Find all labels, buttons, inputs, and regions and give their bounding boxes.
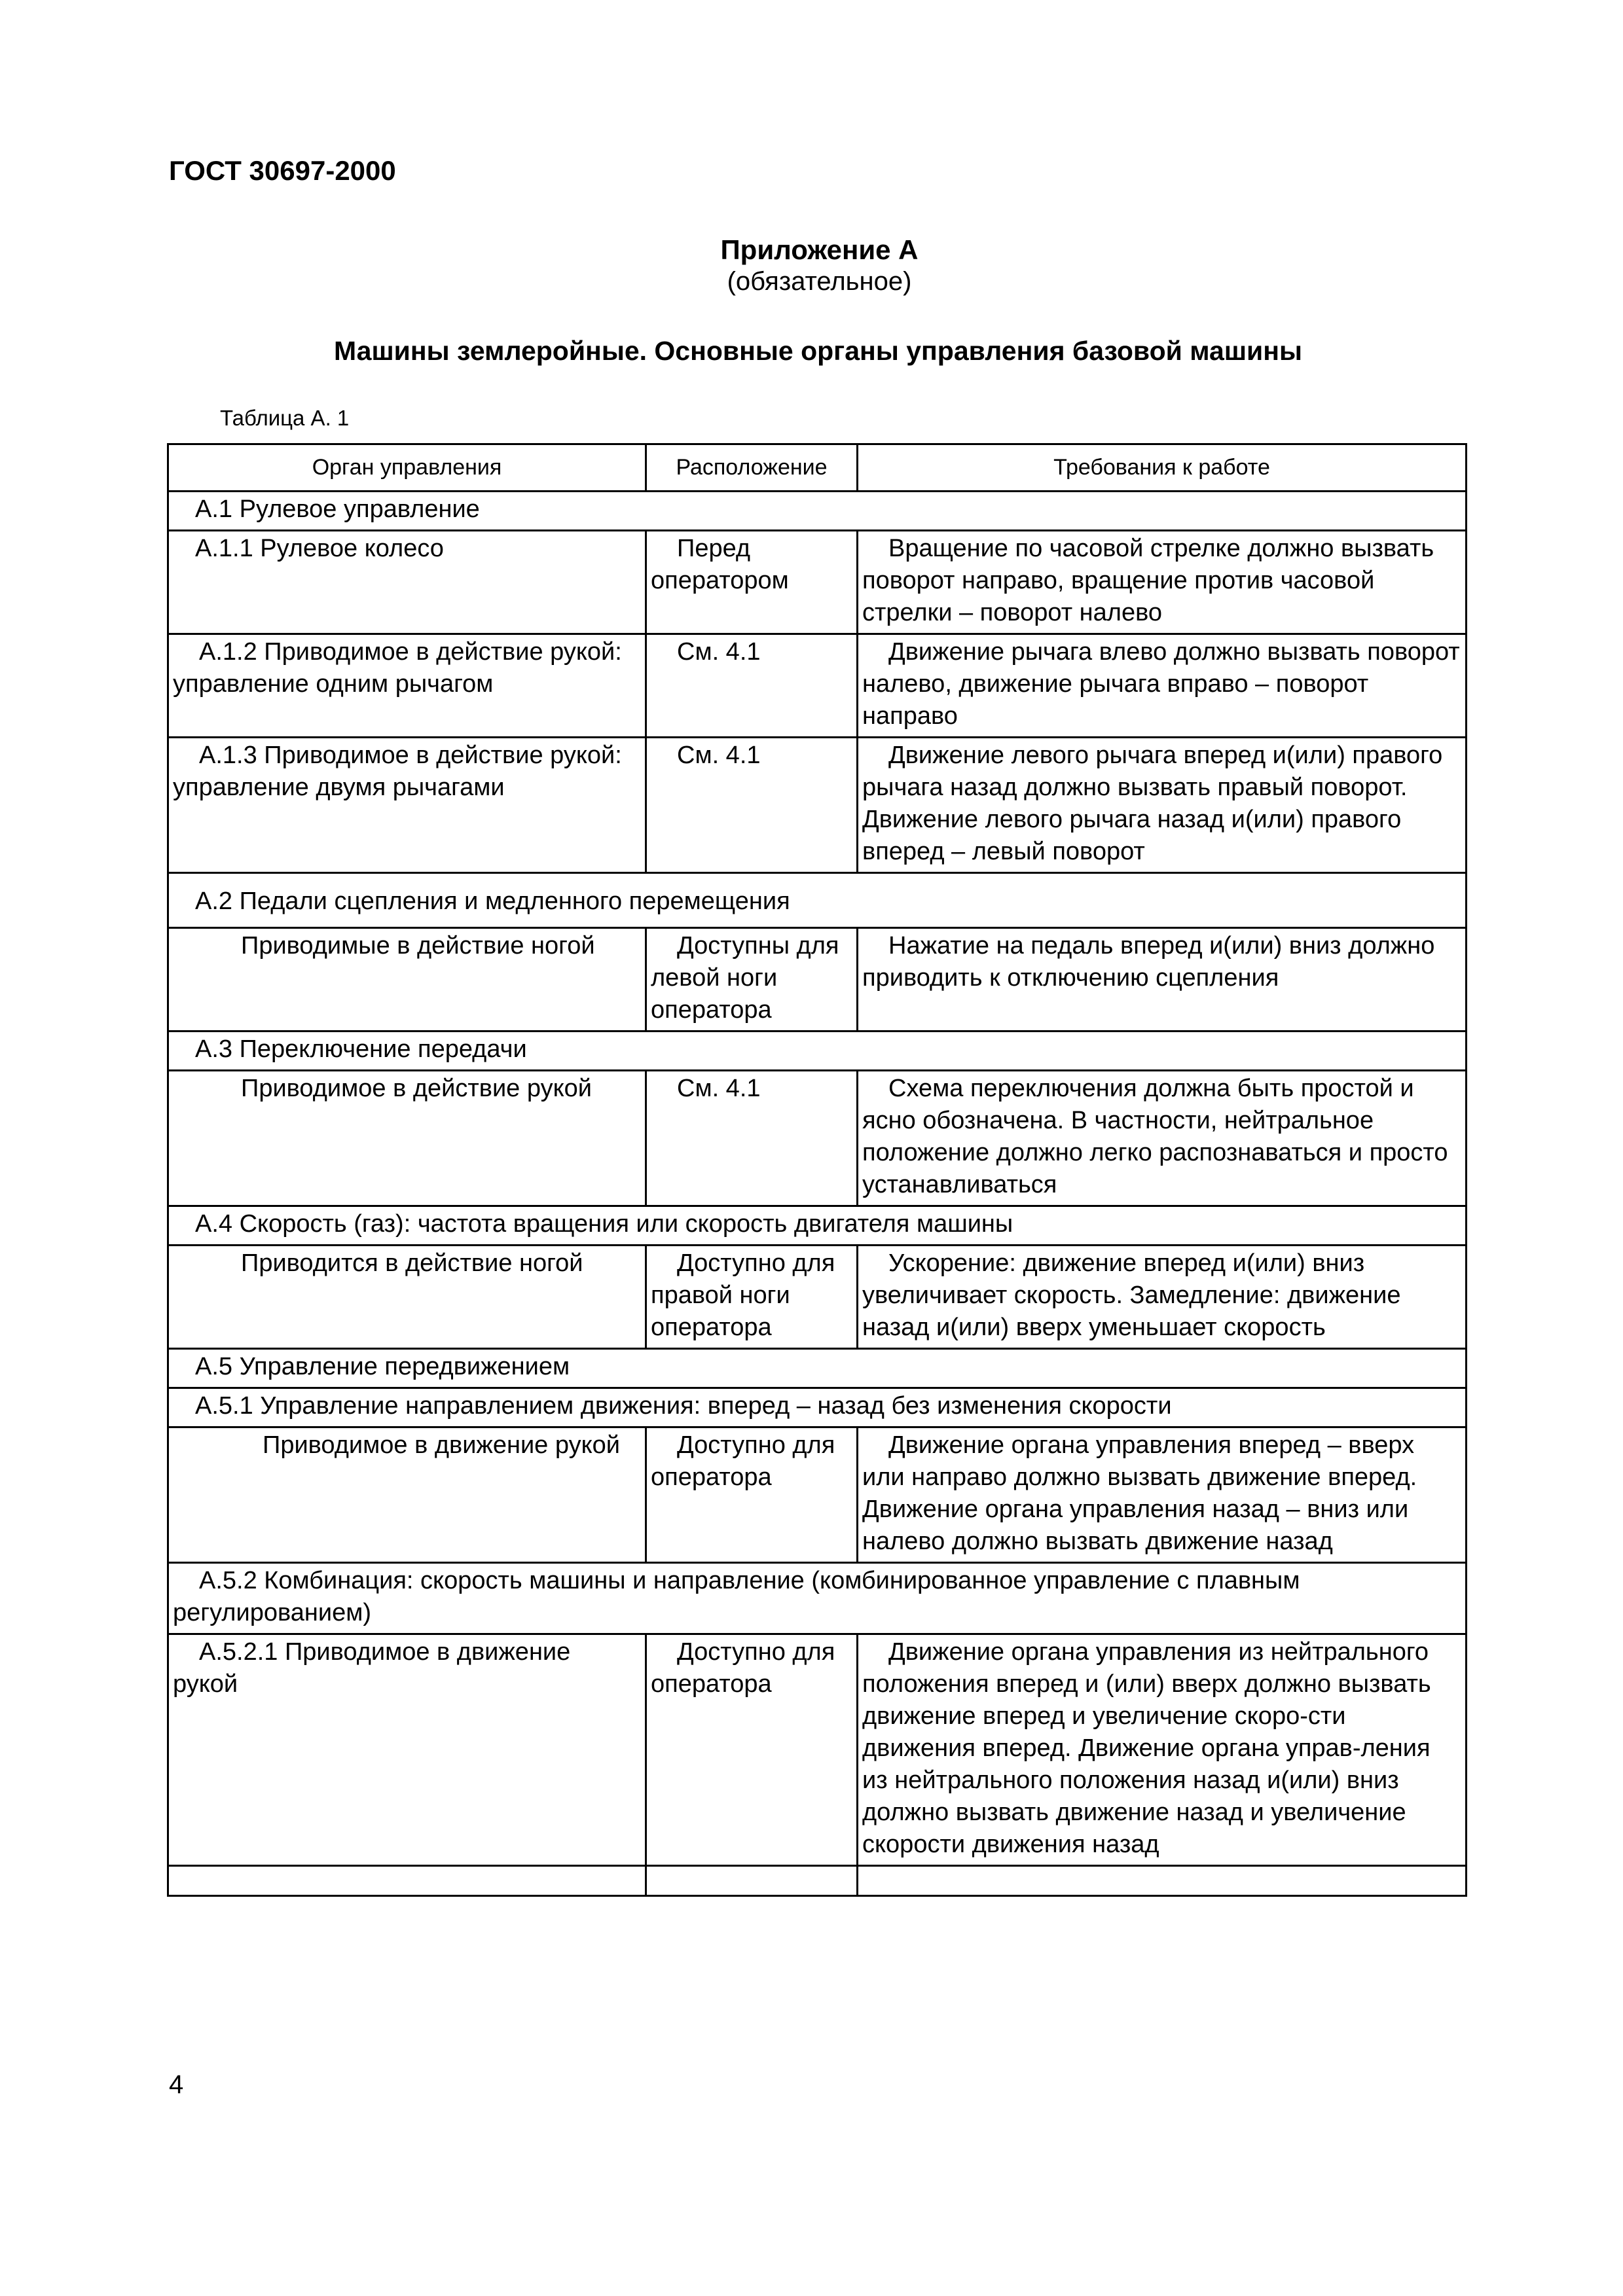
table-row — [168, 1427, 1467, 1563]
location-cell: Доступны для левой ноги оператора — [646, 928, 858, 1031]
control-cell: А.1.1 Рулевое колесо — [168, 531, 646, 634]
control-cell: А.1.3 Приводимое в действие рукой: управление двумя рычагами — [168, 738, 646, 873]
location-cell: См. 4.1 — [646, 738, 858, 873]
table-row — [168, 928, 1467, 1031]
location-cell: Доступно для правой ноги оператора — [646, 1246, 858, 1349]
controls-table — [167, 443, 1467, 1897]
table-row — [168, 1246, 1467, 1349]
table-row — [168, 1634, 1467, 1866]
table-section-row — [168, 1349, 1467, 1388]
location-cell: Перед оператором — [646, 531, 858, 634]
section-cell: А.4 Скорость (газ): частота вращения или скорость двигателя машины — [168, 1206, 1467, 1246]
location-cell: Доступно для оператора — [646, 1427, 858, 1563]
requirement-cell: Схема переключения должна быть простой и ясно обозначена. В частности, нейтральное положение должно легко распознаваться и просто устанавливаться — [858, 1071, 1467, 1206]
requirement-cell: Движение органа управления из нейтрального положения вперед и (или) вверх должно вызвать движение вперед и увеличение скоро-сти движения вперед. Движение органа управ-ления из нейтрального положения назад и(или) вниз должно вызвать движение назад и увеличение скорости движения назад — [858, 1634, 1467, 1866]
continuation-cell — [858, 1866, 1467, 1896]
table-section-row — [168, 1388, 1467, 1427]
control-cell: А.1.2 Приводимое в действие рукой: управление одним рычагом — [168, 634, 646, 738]
location-cell: См. 4.1 — [646, 634, 858, 738]
table-header-row — [168, 444, 1467, 492]
section-cell: А.3 Переключение передачи — [168, 1031, 1467, 1071]
table-row — [168, 1071, 1467, 1206]
table-continuation-row — [168, 1866, 1467, 1896]
table-section-row — [168, 492, 1467, 531]
section-cell: А.5 Управление передвижением — [168, 1349, 1467, 1388]
control-cell: Приводимое в действие рукой — [168, 1071, 646, 1206]
column-header-location: Расположение — [646, 444, 858, 492]
section-cell: А.5.1 Управление направлением движения: вперед – назад без изменения скорости — [168, 1388, 1467, 1427]
section-cell: А.2 Педали сцепления и медленного перемещения — [168, 873, 1467, 928]
requirement-cell: Вращение по часовой стрелке должно вызвать поворот направо, вращение против часовой стрелки – поворот налево — [858, 531, 1467, 634]
annex-title: Приложение А — [720, 234, 919, 265]
section-cell: А.5.2 Комбинация: скорость машины и направление (комбинированное управление с плавным регулированием) — [168, 1563, 1467, 1634]
control-cell: Приводимые в действие ногой — [168, 928, 646, 1031]
table-caption: Таблица А. 1 — [220, 406, 350, 430]
page-heading: Машины землеройные. Основные органы управления базовой машины — [334, 336, 1302, 366]
control-cell: Приводится в действие ногой — [168, 1246, 646, 1349]
control-cell: А.5.2.1 Приводимое в движение рукой — [168, 1634, 646, 1866]
table-section-row — [168, 873, 1467, 928]
continuation-cell — [646, 1866, 858, 1896]
location-cell: Доступно для оператора — [646, 1634, 858, 1866]
continuation-cell — [168, 1866, 646, 1896]
section-cell: А.1 Рулевое управление — [168, 492, 1467, 531]
page-number: 4 — [169, 2070, 184, 2099]
control-cell: Приводимое в движение рукой — [168, 1427, 646, 1563]
table-section-row — [168, 1563, 1467, 1634]
table-section-row — [168, 1206, 1467, 1246]
requirement-cell: Движение органа управления вперед – вверх или направо должно вызвать движение вперед. Движение органа управления назад – вниз или налево должно вызвать движение назад — [858, 1427, 1467, 1563]
annex-note: (обязательное) — [727, 267, 912, 296]
document-code: ГОСТ 30697-2000 — [169, 155, 396, 186]
requirement-cell: Нажатие на педаль вперед и(или) вниз должно приводить к отключению сцепления — [858, 928, 1467, 1031]
requirement-cell: Ускорение: движение вперед и(или) вниз увеличивает скорость. Замедление: движение назад и(или) вверх уменьшает скорость — [858, 1246, 1467, 1349]
column-header-requirements: Требования к работе — [858, 444, 1467, 492]
requirement-cell: Движение левого рычага вперед и(или) правого рычага назад должно вызвать правый поворот. Движение левого рычага назад и(или) правого вперед – левый поворот — [858, 738, 1467, 873]
table-row — [168, 531, 1467, 634]
table-row — [168, 738, 1467, 873]
column-header-control: Орган управления — [168, 444, 646, 492]
table-section-row — [168, 1031, 1467, 1071]
requirement-cell: Движение рычага влево должно вызвать поворот налево, движение рычага вправо – поворот направо — [858, 634, 1467, 738]
location-cell: См. 4.1 — [646, 1071, 858, 1206]
table-row — [168, 634, 1467, 738]
